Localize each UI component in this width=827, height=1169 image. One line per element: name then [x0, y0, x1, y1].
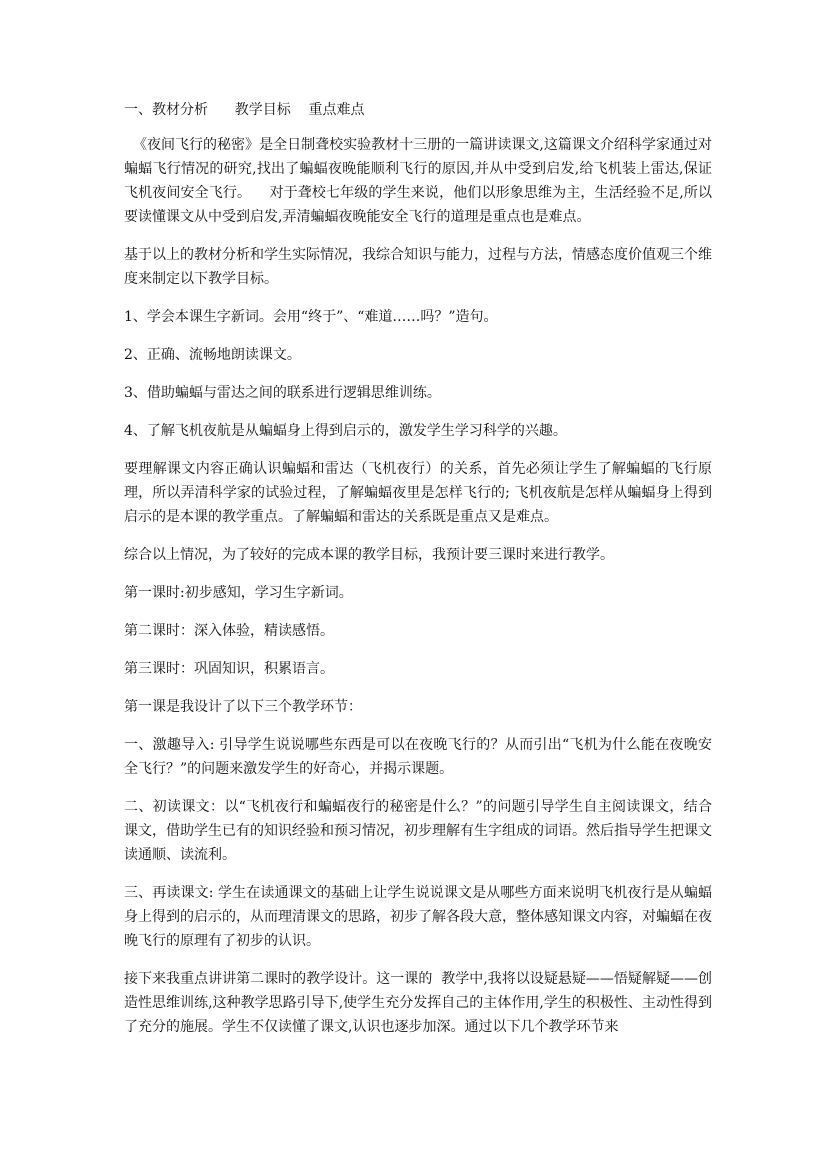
section-heading: 一、教材分析 教学目标 重点难点	[124, 102, 365, 118]
document-body	[124, 98, 712, 1053]
paragraph-material-analysis: 《夜间飞行的秘密》是全日制聋校实验教材十三册的一篇讲读课文,这篇课文介绍科学家通过对蝙蝠飞行情况的研究,找出了蝙蝠夜晚能顺利飞行的原因,并从中受到启发,给飞机装上雷达,保证飞机夜间安全飞行。 对于聋校七年级的学生来说，他们以形象思维为主，生活经验不足,所以要读懂课文从中受到启发,弄清蝙蝠夜晚能安全飞行的道理是重点也是难点。	[124, 137, 712, 225]
lesson-3: 第三课时：巩固知识，积累语言。	[124, 661, 334, 677]
paragraph-first-lesson-intro: 第一课是我设计了以下三个教学环节：	[124, 699, 362, 715]
step-2: 二、初读课文：以“飞机夜行和蝙蝠夜行的秘密是什么？”的问题引导学生自主阅读课文，结合课文，借助学生已有的知识经验和预习情况，初步理解有生字组成的词语。然后指导学生把课文读通顺、读流利。	[124, 799, 712, 863]
paragraph-key-difficulties: 要理解课文内容正确认识蝙蝠和雷达（飞机夜行）的关系，首先必须让学生了解蝙蝠的飞行原理，所以弄清科学家的试验过程，了解蝙蝠夜里是怎样飞行的; 飞机夜航是怎样从蝙蝠身上得到启示的是本课的教学重点。了解蝙蝠和雷达的关系既是重点又是难点。	[124, 461, 712, 525]
paragraph-second-lesson: 接下来我重点讲讲第二课时的教学设计。这一课的 教学中,我将以设疑悬疑——悟疑解疑——创造性思维训练,这种教学思路引导下,使学生充分发挥自己的主体作用,学生的积极性、主动性得到了充分的施展。学生不仅读懂了课文,认识也逐步加深。通过以下几个教学环节来	[124, 971, 712, 1035]
goal-item-1: 1、学会本课生字新词。会用“终于”、“难道……吗？”造句。	[124, 309, 498, 325]
goal-item-4: 4、了解飞机夜航是从蝙蝠身上得到启示的，激发学生学习科学的兴趣。	[124, 423, 567, 439]
paragraph-lesson-plan: 综合以上情况，为了较好的完成本课的教学目标，我预计要三课时来进行教学。	[124, 547, 614, 563]
paragraph-goals-intro: 基于以上的教材分析和学生实际情况，我综合知识与能力，过程与方法，情感态度价值观三个维度来制定以下教学目标。	[124, 247, 712, 287]
goal-item-2: 2、正确、流畅地朗读课文。	[124, 347, 301, 363]
step-1: 一、激趣导入: 引导学生说说哪些东西是可以在夜晚飞行的？从而引出“飞机为什么能在夜晚安全飞行？”的问题来激发学生的好奇心，并揭示课题。	[124, 737, 712, 777]
lesson-1: 第一课时:初步感知，学习生字新词。	[124, 585, 353, 601]
lesson-2: 第二课时：深入体验，精读感悟。	[124, 623, 334, 639]
step-3: 三、再读课文: 学生在读通课文的基础上让学生说说课文是从哪些方面来说明飞机夜行是从蝙蝠身上得到的启示的，从而理清课文的思路，初步了解各段大意，整体感知课文内容，对蝙蝠在夜晚飞行的原理有了初步的认识。	[124, 885, 712, 949]
goal-item-3: 3、借助蝙蝠与雷达之间的联系进行逻辑思维训练。	[124, 385, 441, 401]
